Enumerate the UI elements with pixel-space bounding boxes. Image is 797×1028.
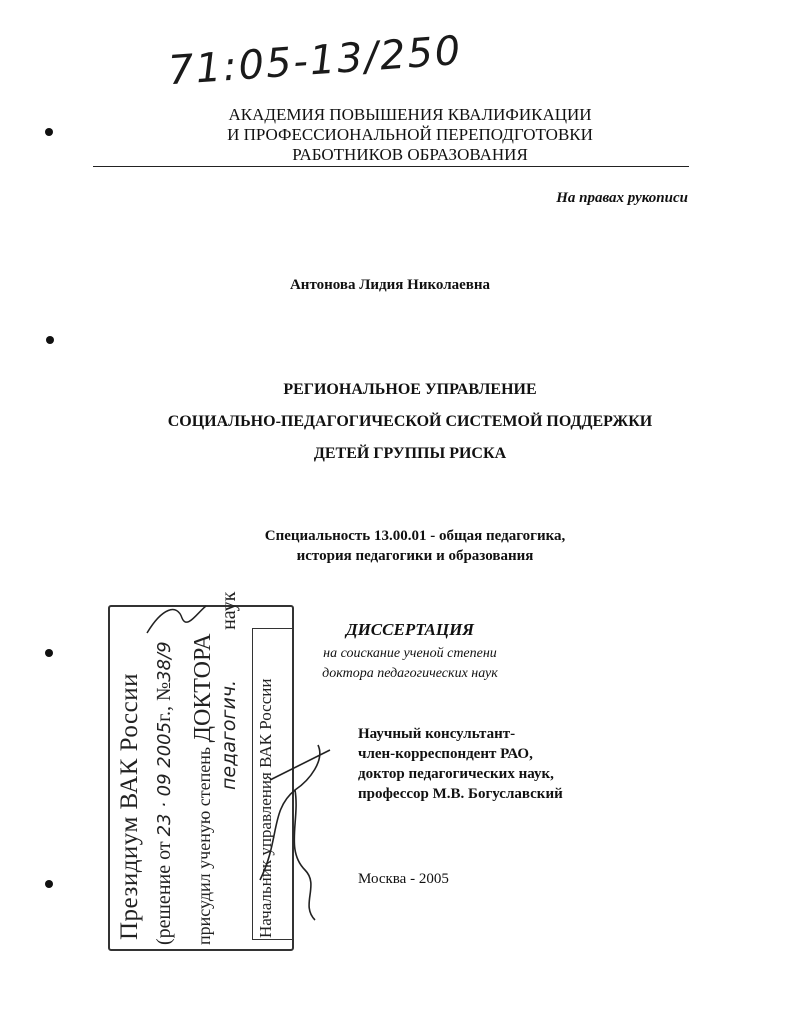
consultant-line-4: профессор М.В. Богуславский xyxy=(358,786,563,802)
specialty-line-2: история педагогики и образования xyxy=(296,548,534,564)
specialty-line-1: Специальность 13.00.01 - общая педагогика, xyxy=(264,528,566,544)
degree-line-1: на соискание ученой степени xyxy=(323,646,497,661)
consultant-line-3: доктор педагогических наук, xyxy=(358,766,554,782)
stamp-decision-date: 23 · 09 2005 xyxy=(154,721,175,837)
dissertation-title xyxy=(80,374,740,470)
title-line-2: СОЦИАЛЬНО-ПЕДАГОГИЧЕСКОЙ СИСТЕМОЙ ПОДДЕРЖКИ xyxy=(167,413,653,430)
binder-hole-mark xyxy=(45,880,53,888)
stamp-top-scribble xyxy=(142,598,212,648)
header-divider xyxy=(93,166,689,167)
stamp-degree-prefix: присудил ученую степень xyxy=(194,746,214,945)
handwritten-number-text: 71:05-13/250 xyxy=(166,27,464,95)
stamp-decision-mid: г., № xyxy=(153,681,175,722)
stamp-line-2 xyxy=(153,641,176,945)
stamp-line-4 xyxy=(218,592,241,790)
consultant-line-1: Научный консультант- xyxy=(358,726,516,742)
consultant-line-2: член-корреспондент РАО, xyxy=(358,746,533,762)
institution-header xyxy=(100,105,720,165)
scientific-consultant xyxy=(358,724,658,804)
author-name: Антонова Лидия Николаевна xyxy=(289,277,491,293)
institution-line-1: АКАДЕМИЯ ПОВЫШЕНИЯ КВАЛИФИКАЦИИ xyxy=(228,105,592,124)
title-line-1: РЕГИОНАЛЬНОЕ УПРАВЛЕНИЕ xyxy=(283,381,537,398)
stamp-decision-number: 38/9 xyxy=(154,641,175,682)
binder-hole-mark xyxy=(46,336,54,344)
signature-scribble xyxy=(240,720,360,940)
institution-line-3: РАБОТНИКОВ ОБРАЗОВАНИЯ xyxy=(292,145,528,164)
stamp-field-suffix: наук xyxy=(218,591,240,630)
stamp-decision-prefix: (решение от xyxy=(153,841,175,945)
city-year: Москва - 2005 xyxy=(358,871,449,887)
handwritten-registration-number xyxy=(168,28,468,108)
specialty xyxy=(190,526,640,566)
rights-notice: На правах рукописи xyxy=(556,190,688,206)
binder-hole-mark xyxy=(45,128,53,136)
title-line-3: ДЕТЕЙ ГРУППЫ РИСКА xyxy=(313,445,507,462)
stamp-degree-value: ДОКТОРА xyxy=(190,633,216,743)
stamp-line-3 xyxy=(190,633,217,945)
dissertation-heading: ДИССЕРТАЦИЯ xyxy=(345,620,475,639)
stamp-field-value: педагогич. xyxy=(218,679,240,790)
institution-line-2: И ПРОФЕССИОНАЛЬНОЙ ПЕРЕПОДГОТОВКИ xyxy=(227,125,593,144)
stamp-line-1: Президиум ВАК России xyxy=(116,673,143,940)
stamp-line-5: Начальник управления ВАК России xyxy=(256,678,275,938)
binder-hole-mark xyxy=(45,649,53,657)
dissertation-degree xyxy=(280,644,540,684)
degree-line-2: доктора педагогических наук xyxy=(322,666,498,681)
